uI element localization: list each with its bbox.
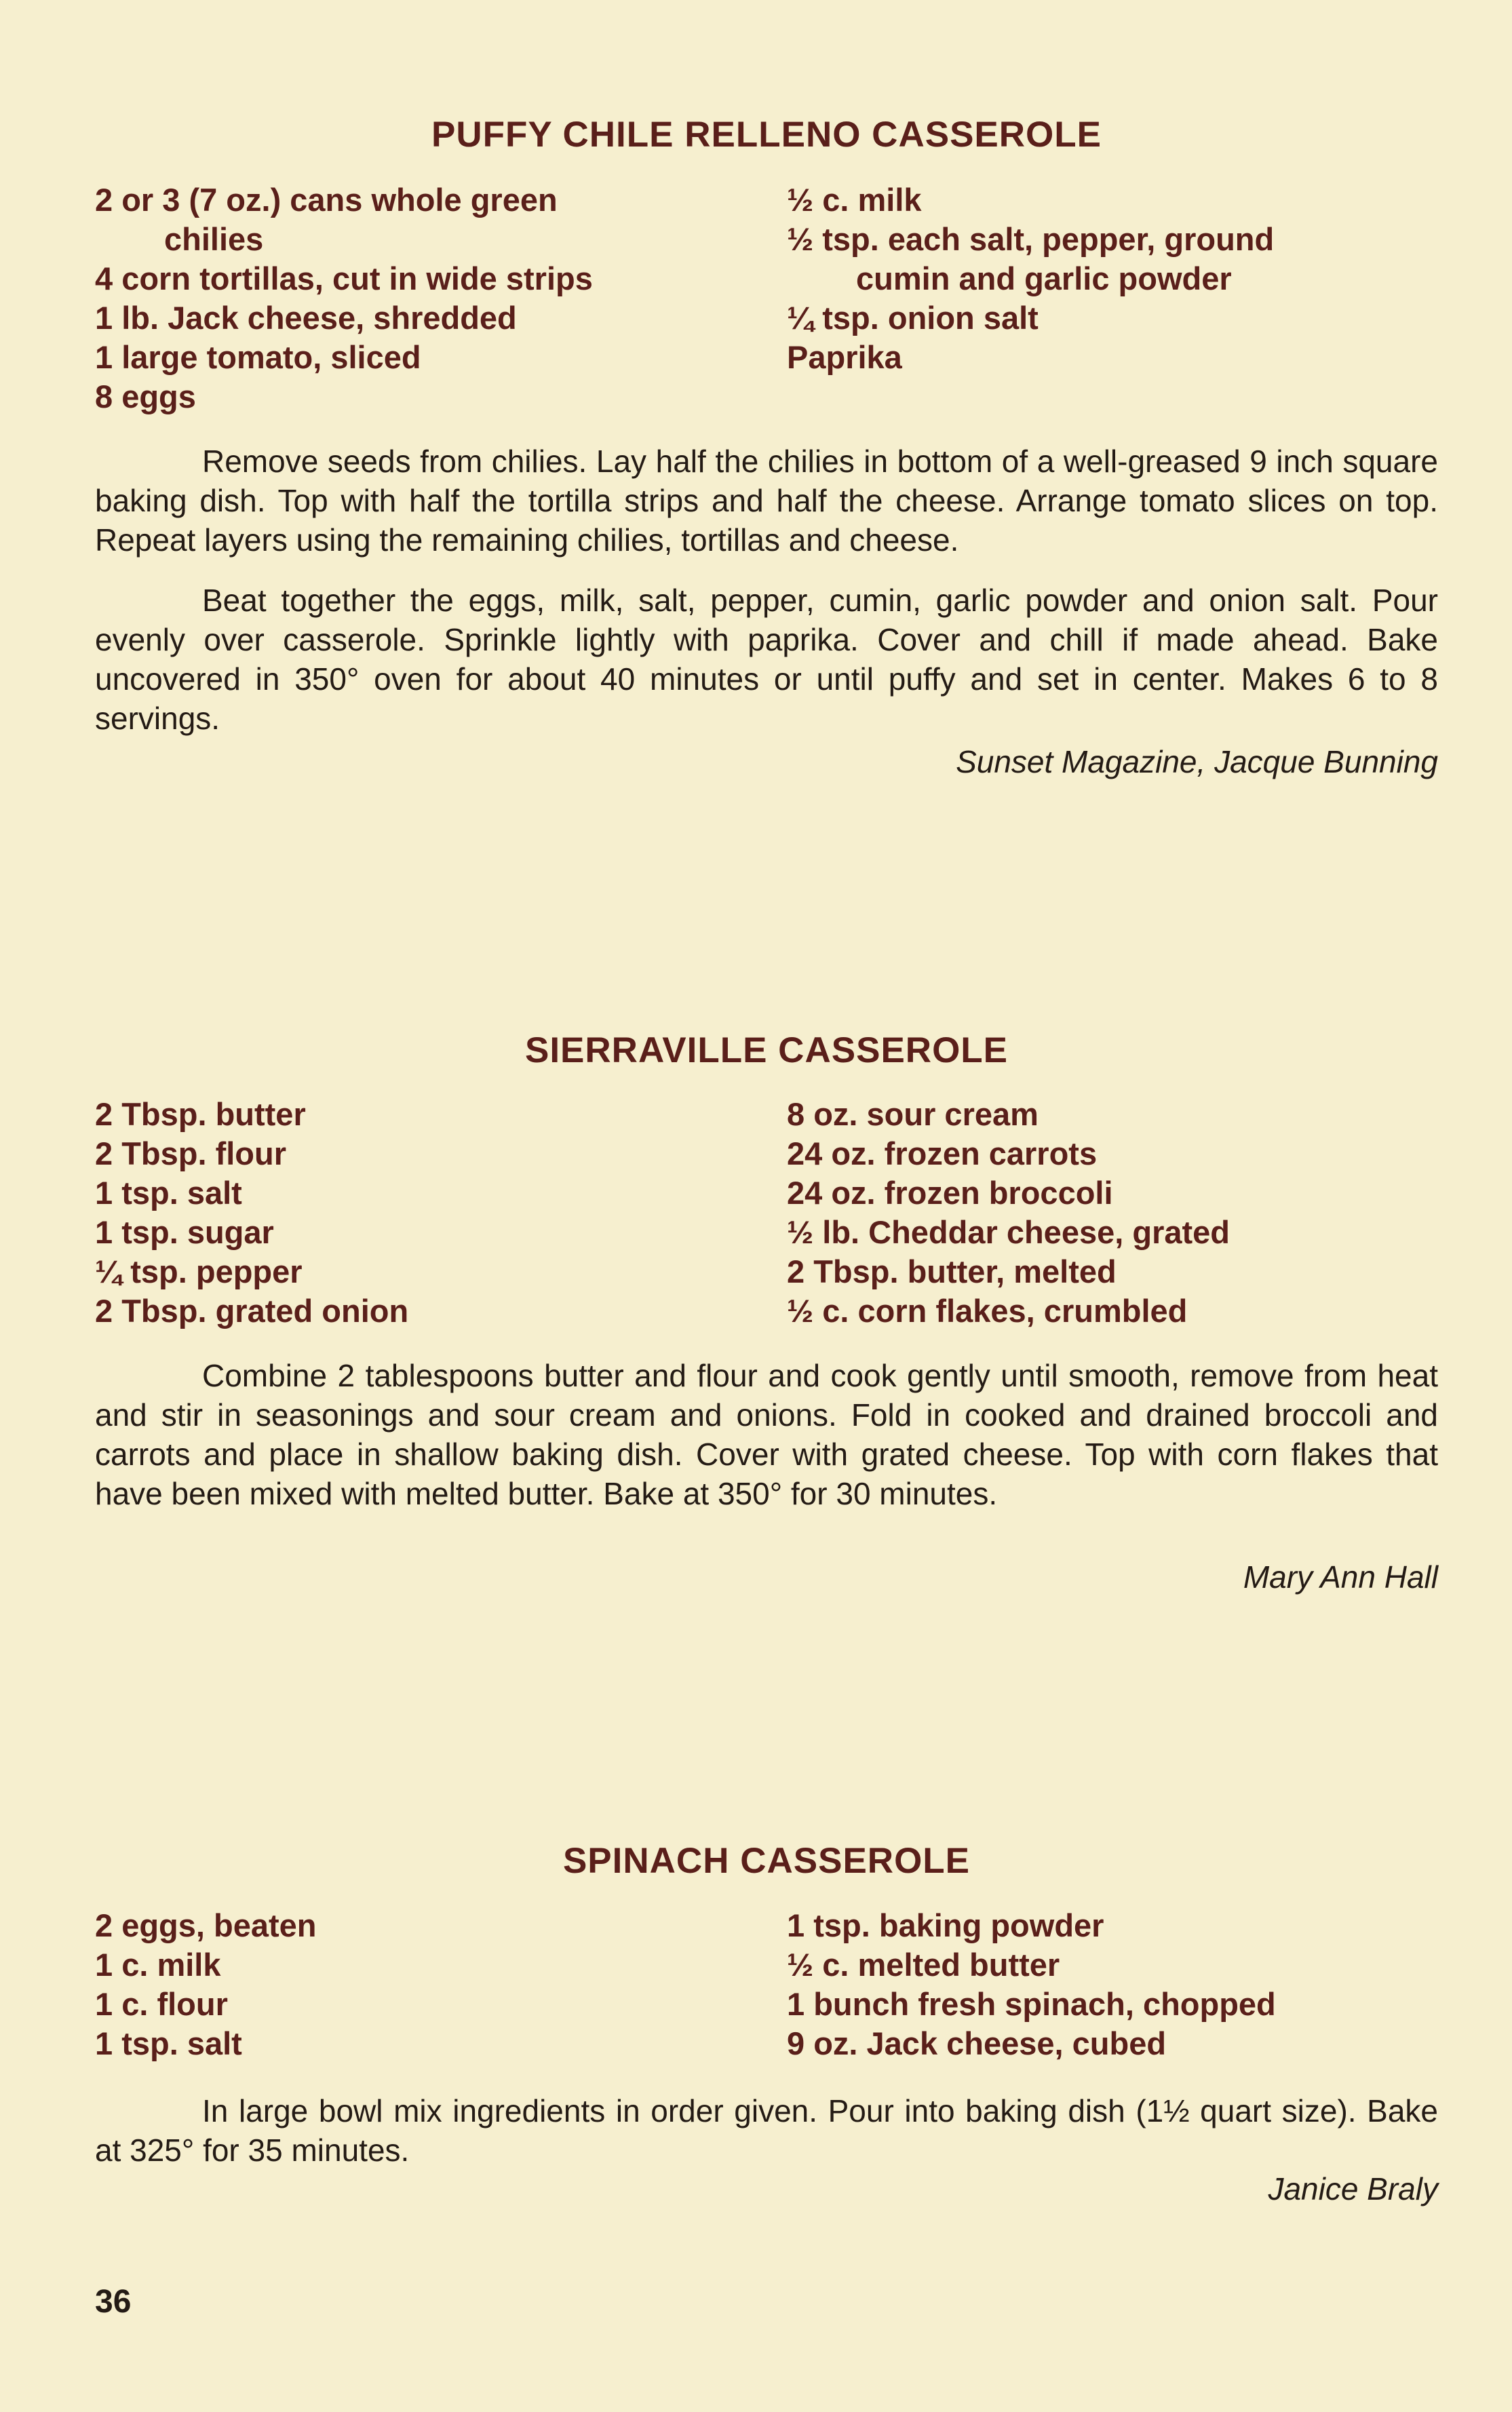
recipe-title: SIERRAVILLE CASSEROLE [524, 1030, 1009, 1070]
ingredient: ¼ tsp. pepper [95, 1253, 303, 1289]
ingredient: ½ c. corn flakes, crumbled [787, 1293, 1188, 1329]
ingredients-right [787, 1095, 1230, 1331]
instructions-text: In large bowl mix ingredients in order given. Pour into baking dish (1½ quart size). Bake at 325° for 35 minutes. [95, 2093, 1438, 2168]
ingredient: Paprika [787, 339, 902, 375]
ingredient: 8 eggs [95, 378, 196, 414]
ingredient: ½ c. melted butter [787, 1947, 1060, 1983]
ingredient: 1 large tomato, sliced [95, 339, 421, 375]
ingredients-left [95, 180, 593, 416]
ingredient: 2 or 3 (7 oz.) cans whole green [95, 182, 558, 218]
instructions-text: Combine 2 tablespoons butter and flour and cook gently until smooth, remove from heat and stir in seasonings and sour cream and onions. Fold in cooked and drained broccoli and carrots and place in shallow baking dish. Cover with grated cheese. Top with corn flakes that have been mixed with melted butter. Bake at 350° for 30 minutes. [95, 1358, 1438, 1511]
instructions-text: Remove seeds from chilies. Lay half the chilies in bottom of a well-greased 9 inch square baking dish. Top with half the tortilla strips and half the cheese. Arrange tomato slices on top. Repeat layers using the remaining chilies, tortillas and cheese. [95, 444, 1438, 558]
ingredient: 1 c. flour [95, 1986, 228, 2022]
ingredient: ¼ tsp. onion salt [787, 300, 1039, 336]
ingredient: 1 c. milk [95, 1947, 221, 1983]
instructions-paragraph [95, 1356, 1438, 1513]
ingredient: 2 eggs, beaten [95, 1907, 317, 1943]
instructions-paragraph [95, 2091, 1438, 2170]
ingredient: ½ tsp. each salt, pepper, ground [787, 221, 1275, 257]
ingredient: 1 tsp. sugar [95, 1214, 274, 1250]
ingredients-left [95, 1095, 408, 1331]
recipe-title: PUFFY CHILE RELLENO CASSEROLE [431, 115, 1102, 155]
recipe-source: Sunset Magazine, Jacque Bunning [956, 744, 1438, 779]
ingredient: chilies [164, 221, 264, 257]
page-number: 36 [95, 2284, 132, 2320]
ingredient: ½ c. milk [787, 182, 922, 218]
ingredient: 8 oz. sour cream [787, 1096, 1039, 1132]
instructions-text: Beat together the eggs, milk, salt, pepper, cumin, garlic powder and onion salt. Pour evenly over casserole. Sprinkle lightly with paprika. Cover and chill if made ahead. Bake uncovered in 350° oven for about 40 minutes or until puffy and set in center. Makes 6 to 8 servings. [95, 583, 1438, 736]
ingredients-right [787, 1906, 1276, 2063]
ingredient: 2 Tbsp. grated onion [95, 1293, 409, 1329]
ingredient: 1 tsp. salt [95, 1175, 242, 1211]
ingredient: 2 Tbsp. butter, melted [787, 1253, 1117, 1289]
ingredient: 9 oz. Jack cheese, cubed [787, 2025, 1167, 2061]
ingredient: 4 corn tortillas, cut in wide strips [95, 260, 593, 296]
instructions-paragraph [95, 442, 1438, 560]
ingredients-left [95, 1906, 317, 2063]
recipe-title: SPINACH CASSEROLE [562, 1841, 971, 1881]
ingredient: 24 oz. frozen broccoli [787, 1175, 1113, 1211]
ingredient: 1 tsp. baking powder [787, 1907, 1104, 1943]
ingredient: 1 lb. Jack cheese, shredded [95, 300, 517, 336]
ingredient: 1 tsp. salt [95, 2025, 242, 2061]
recipe-source: Janice Braly [1268, 2171, 1438, 2206]
recipe-source: Mary Ann Hall [1243, 1559, 1438, 1595]
ingredient: 24 oz. frozen carrots [787, 1135, 1098, 1171]
ingredient: ½ lb. Cheddar cheese, grated [787, 1214, 1230, 1250]
ingredient: 2 Tbsp. butter [95, 1096, 306, 1132]
ingredient: 1 bunch fresh spinach, chopped [787, 1986, 1276, 2022]
ingredient: 2 Tbsp. flour [95, 1135, 286, 1171]
instructions-paragraph [95, 581, 1438, 738]
ingredients-right [787, 180, 1274, 377]
ingredient: cumin and garlic powder [856, 260, 1232, 296]
